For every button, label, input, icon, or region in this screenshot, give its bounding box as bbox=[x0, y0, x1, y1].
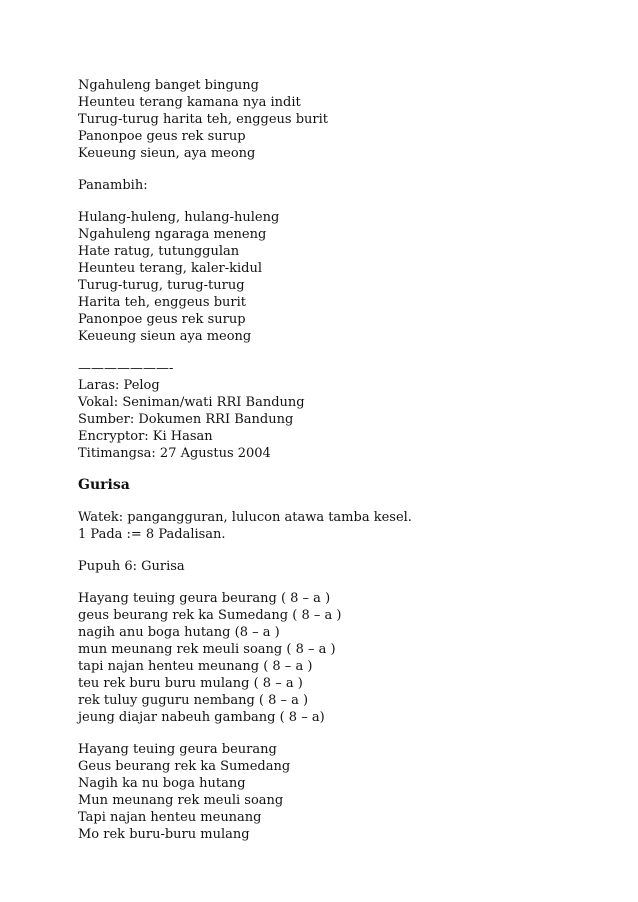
meta-encryptor: Encryptor: Ki Hasan bbox=[78, 429, 213, 444]
verse-line: Hayang teuing geura beurang ( 8 – a ) bbox=[78, 591, 331, 606]
meta-laras: Laras: Pelog bbox=[78, 378, 160, 393]
verse-line: Hate ratug, tutunggulan bbox=[78, 244, 240, 259]
verse-line: Turug-turug harita teh, enggeus burit bbox=[78, 112, 329, 127]
verse-line: Heunteu terang, kaler-kidul bbox=[78, 261, 263, 276]
panambih-label: Panambih: bbox=[78, 178, 148, 193]
verse-line: Turug-turug, turug-turug bbox=[78, 278, 245, 293]
stanza-3 bbox=[78, 590, 598, 726]
verse-line: Mun meunang rek meuli soang bbox=[78, 793, 284, 808]
verse-line: Hayang teuing geura beurang bbox=[78, 742, 277, 757]
metadata-block bbox=[78, 360, 598, 462]
watek-block bbox=[78, 509, 598, 543]
verse-line: Keueung sieun, aya meong bbox=[78, 146, 256, 161]
stanza-1 bbox=[78, 77, 598, 162]
document-page bbox=[78, 77, 598, 858]
verse-line: Heunteu terang kamana nya indit bbox=[78, 95, 301, 110]
verse-line: mun meunang rek meuli soang ( 8 – a ) bbox=[78, 642, 336, 657]
verse-line: Panonpoe geus rek surup bbox=[78, 129, 246, 144]
verse-line: nagih anu boga hutang (8 – a ) bbox=[78, 625, 280, 640]
verse-line: Harita teh, enggeus burit bbox=[78, 295, 246, 310]
verse-line: Geus beurang rek ka Sumedang bbox=[78, 759, 291, 774]
verse-line: Nagih ka nu boga hutang bbox=[78, 776, 246, 791]
verse-line: rek tuluy guguru nembang ( 8 – a ) bbox=[78, 693, 309, 708]
verse-line: Keueung sieun aya meong bbox=[78, 329, 252, 344]
section-heading: Gurisa bbox=[78, 477, 130, 493]
stanza-2 bbox=[78, 209, 598, 345]
verse-line: Panonpoe geus rek surup bbox=[78, 312, 246, 327]
pupuh-label: Pupuh 6: Gurisa bbox=[78, 559, 185, 574]
verse-line: Ngahuleng ngaraga meneng bbox=[78, 227, 267, 242]
stanza-4 bbox=[78, 741, 598, 843]
pada-line: 1 Pada := 8 Padalisan. bbox=[78, 527, 226, 542]
meta-titimangsa: Titimangsa: 27 Agustus 2004 bbox=[78, 446, 271, 461]
verse-line: Hulang-huleng, hulang-huleng bbox=[78, 210, 280, 225]
meta-sumber: Sumber: Dokumen RRI Bandung bbox=[78, 412, 294, 427]
verse-line: Tapi najan henteu meunang bbox=[78, 810, 262, 825]
verse-line: geus beurang rek ka Sumedang ( 8 – a ) bbox=[78, 608, 342, 623]
verse-line: tapi najan henteu meunang ( 8 – a ) bbox=[78, 659, 313, 674]
watek-line: Watek: pangangguran, lulucon atawa tamba kesel. bbox=[78, 510, 412, 525]
verse-line: Ngahuleng banget bingung bbox=[78, 78, 259, 93]
meta-vokal: Vokal: Seniman/wati RRI Bandung bbox=[78, 395, 305, 410]
verse-line: teu rek buru buru mulang ( 8 – a ) bbox=[78, 676, 303, 691]
verse-line: Mo rek buru-buru mulang bbox=[78, 827, 250, 842]
verse-line: jeung diajar nabeuh gambang ( 8 – a) bbox=[78, 710, 325, 725]
separator-line: ———————- bbox=[78, 361, 174, 376]
